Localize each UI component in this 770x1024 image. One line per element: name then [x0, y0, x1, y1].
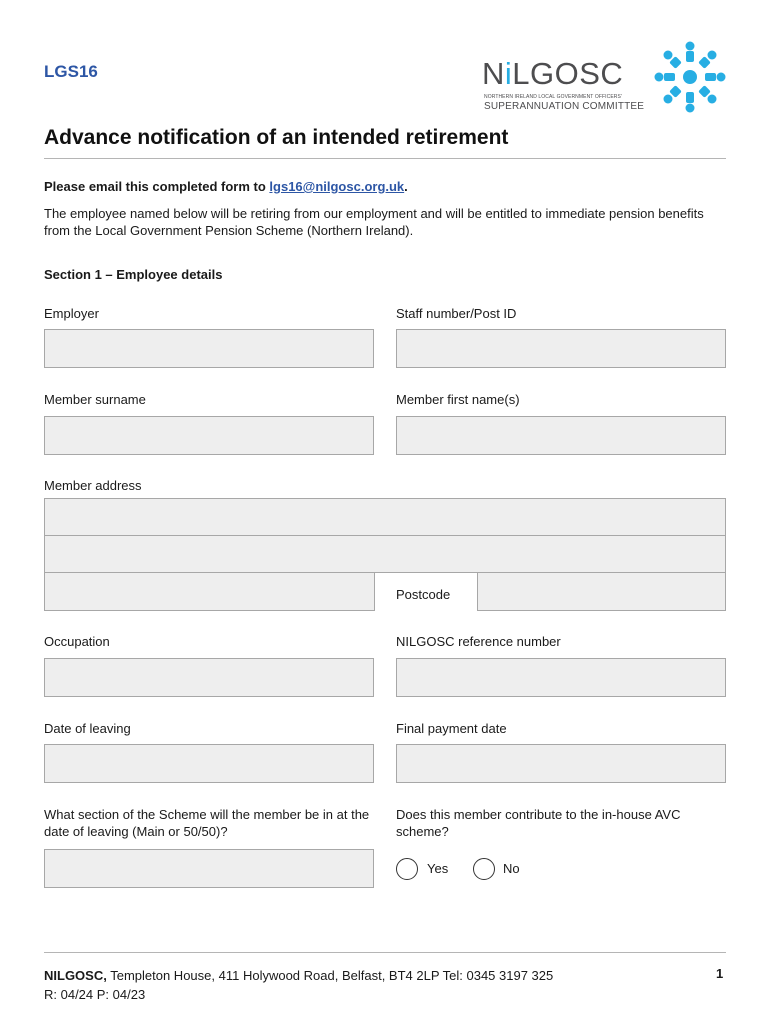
first-names-field[interactable] [396, 416, 726, 455]
address-line-3-field[interactable] [44, 572, 375, 611]
email-instruction: Please email this completed form to lgs16@nilgosc.org.uk. [44, 179, 408, 194]
date-of-leaving-label: Date of leaving [44, 721, 131, 736]
footer-divider [44, 952, 726, 953]
email-link[interactable]: lgs16@nilgosc.org.uk [269, 179, 405, 194]
logo-wordmark: NiLGOSC [482, 56, 624, 91]
avc-question-label: Does this member contribute to the in-house AVC scheme? [396, 807, 681, 839]
staff-number-field[interactable] [396, 329, 726, 368]
postcode-label: Postcode [396, 587, 451, 602]
footer-revision: R: 04/24 P: 04/23 [44, 987, 146, 1002]
employer-field[interactable] [44, 329, 374, 368]
logo-subtitle-line1: NORTHERN IRELAND LOCAL GOVERNMENT OFFICERS' [484, 94, 622, 100]
occupation-field[interactable] [44, 658, 374, 697]
address-line-2-field[interactable] [44, 535, 726, 573]
footer-address [44, 966, 553, 1004]
section-1-heading: Section 1 – Employee details [44, 267, 223, 282]
scheme-section-label: What section of the Scheme will the member be in at the date of leaving (Main or 50/50)? [44, 807, 370, 839]
staff-number-label: Staff number/Post ID [396, 306, 517, 321]
final-payment-date-label: Final payment date [396, 721, 507, 736]
document-code: LGS16 [44, 62, 98, 81]
title-divider [44, 158, 726, 159]
address-line-1-field[interactable] [44, 498, 726, 536]
nilgosc-logo [482, 38, 732, 116]
date-of-leaving-field[interactable] [44, 744, 374, 783]
avc-yes-radio[interactable] [396, 858, 418, 880]
postcode-field[interactable] [477, 572, 726, 611]
avc-yes-label: Yes [427, 861, 449, 876]
logo-subtitle-line2: SUPERANNUATION COMMITTEE [484, 101, 645, 112]
final-payment-date-field[interactable] [396, 744, 726, 783]
people-circle-logo-icon [652, 40, 728, 114]
page-title: Advance notification of an intended retirement [44, 126, 509, 149]
footer-address-text: Templeton House, 411 Holywood Road, Belfast, BT4 2LP Tel: 0345 3197 325 [106, 968, 554, 983]
reference-number-field[interactable] [396, 658, 726, 697]
scheme-section-field[interactable] [44, 849, 374, 888]
surname-field[interactable] [44, 416, 374, 455]
occupation-label: Occupation [44, 634, 110, 649]
page-number: 1 [716, 966, 724, 981]
surname-label: Member surname [44, 392, 146, 407]
address-label: Member address [44, 478, 142, 493]
reference-number-label: NILGOSC reference number [396, 634, 561, 649]
avc-no-radio[interactable] [473, 858, 495, 880]
intro-paragraph: The employee named below will be retiring from our employment and will be entitled to immediate pension benefits from the Local Government Pension Scheme (Northern Ireland). [44, 206, 704, 238]
footer-org: NILGOSC, [44, 968, 107, 983]
first-names-label: Member first name(s) [396, 392, 520, 407]
employer-label: Employer [44, 306, 99, 321]
avc-no-label: No [503, 861, 520, 876]
